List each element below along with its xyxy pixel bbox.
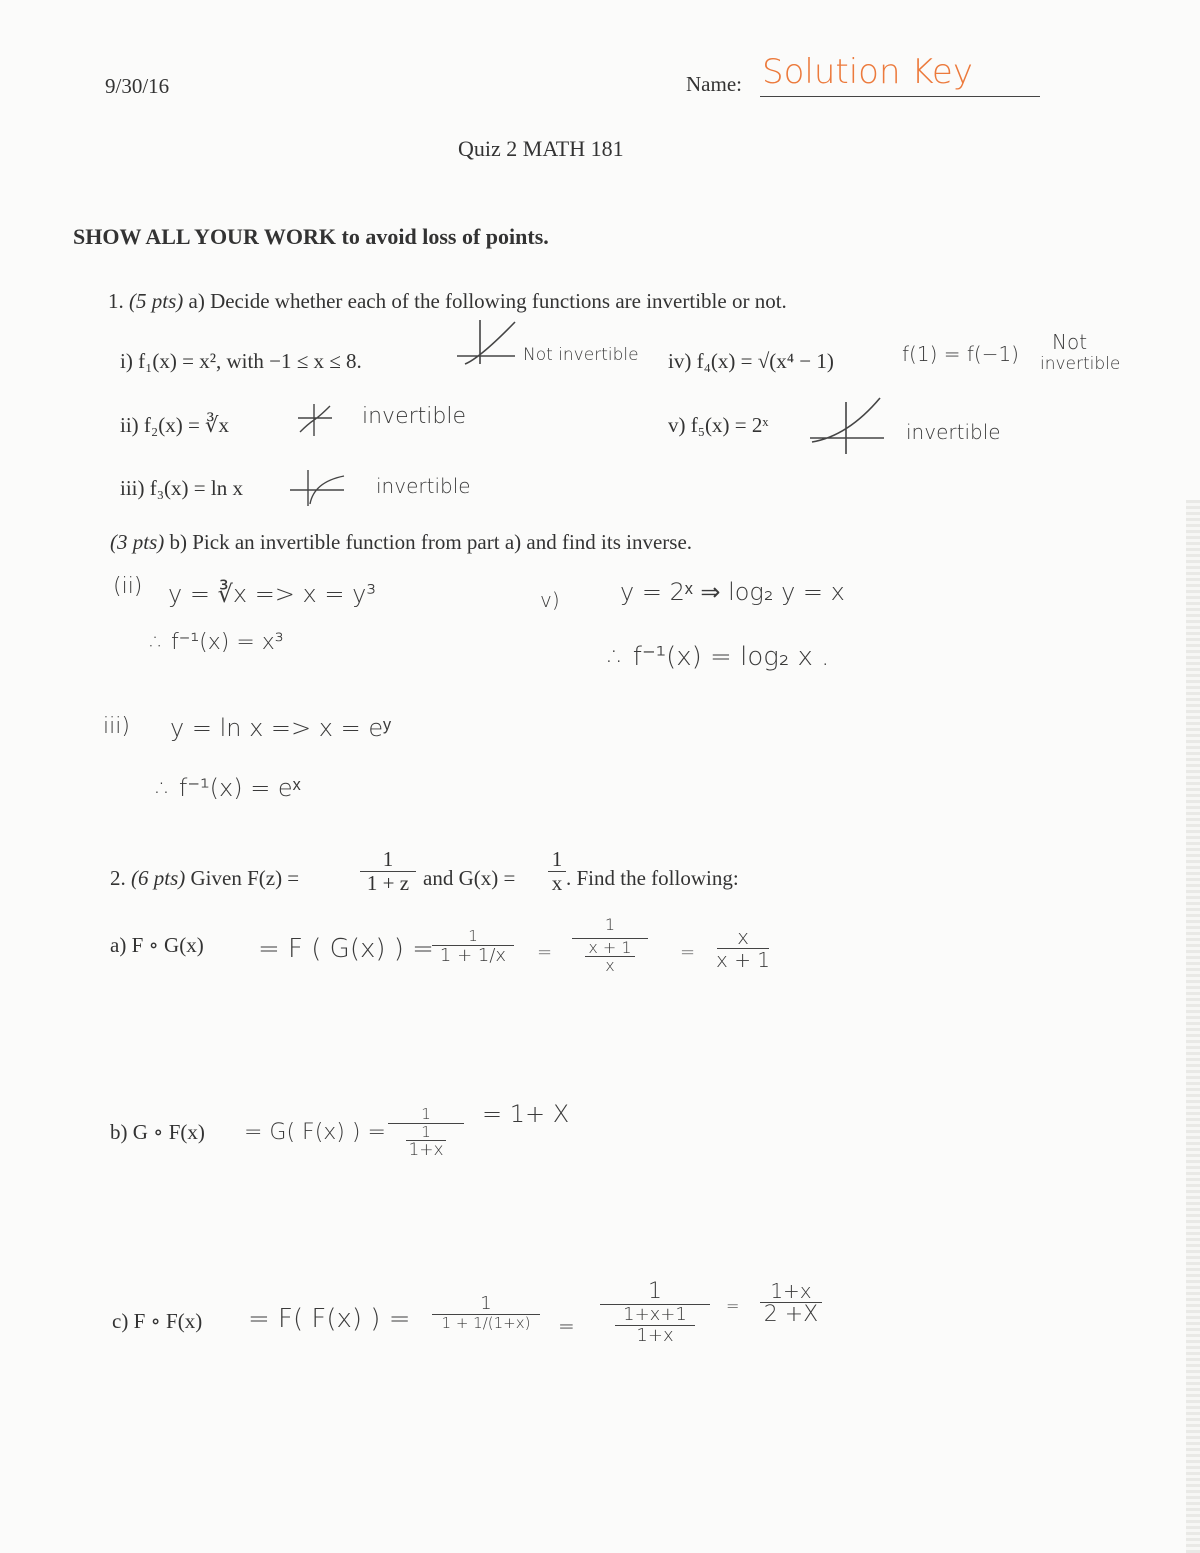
q1-i-answer: Not invertible [523,345,639,365]
q2a-f2-num: 1 [604,915,616,934]
work-iii-mark: iii) [103,714,130,739]
q1-points: (5 pts) [129,289,184,313]
q2a-frac2 [572,916,648,975]
q2-points: (6 pts) [131,866,186,890]
instruction: SHOW ALL YOUR WORK to avoid loss of points. [73,224,549,249]
q2a-frac3 [716,926,770,971]
work-ii-line1: y = ∛x => x = y³ [168,580,376,608]
q2a-step1: = F ( G(x) ) = [258,934,434,964]
q2b-label: b) G ∘ F(x) [110,1120,205,1144]
q2c-f2-inner-den: 1+x [636,1324,674,1346]
scan-edge [1186,500,1200,1553]
q2a-label: a) F ∘ G(x) [110,933,204,957]
q2c-eq: = [558,1314,575,1338]
q2-find: . Find the following: [566,866,739,890]
name-label: Name: [686,72,742,96]
q2b-result: = 1+ X [482,1100,570,1128]
q2c-f1-num: 1 [480,1293,492,1314]
q2-G-den: x [551,871,563,896]
q2a-frac1 [432,928,514,965]
name-value: Solution Key [762,52,973,92]
q2a-f2-inner-num: x + 1 [588,937,632,957]
work-v-mark: v) [540,588,560,612]
date: 9/30/16 [105,74,170,98]
q2a-eq: = [537,942,553,963]
q2-F-den: 1 + z [366,871,410,896]
q1-prompt [108,289,787,314]
q1-item-ii: ii) f₂(x) = ∛x [120,413,229,437]
q1b-prompt [110,530,692,555]
q1-iv-answer-a: Not [1052,330,1088,354]
q1-text: a) Decide whether each of the following functions are invertible or not. [188,289,787,313]
work-v-line1: y = 2ˣ ⇒ log₂ y = x [620,578,845,606]
graph-sketch-icon [288,468,348,508]
q1-iii-answer: invertible [376,474,471,498]
q2b-step1: = G( F(x) ) = [244,1120,386,1145]
q2c-frac1 [432,1294,540,1331]
q2c-eq2: = [726,1296,740,1315]
work-iii-line2: ∴ f⁻¹(x) = eˣ [156,774,301,802]
q2a-f3-den: x + 1 [716,948,771,972]
q2b-f1-num: 1 [421,1105,431,1123]
graph-sketch-icon [296,402,336,438]
q2c-f3-num: 1+x [770,1279,812,1303]
q2c-f3-den: 2 +X [763,1302,819,1327]
q1-iv-answer-b: invertible [1040,354,1121,374]
work-iii-line1: y = ln x => x = eʸ [170,714,391,742]
q2-G-definition [548,848,566,895]
q2c-f1-den: 1 + 1/(1+x) [441,1313,531,1332]
q2a-f3-num: x [737,925,749,949]
q2a-f1-num: 1 [468,927,478,945]
q1-v-answer: invertible [906,420,1001,444]
q2c-f2-num: 1 [648,1279,662,1304]
q2c-frac3 [760,1280,822,1327]
graph-sketch-icon [455,318,525,368]
q2-F-definition [360,848,416,895]
q1-number: 1. [108,289,124,313]
q2-F-num: 1 [382,847,394,871]
q2c-label: c) F ∘ F(x) [112,1309,203,1333]
q1-item-v: v) f₅(x) = 2ˣ [668,413,769,437]
graph-sketch-icon [808,396,888,456]
name-underline [760,96,1040,97]
q2b-f1-inner-num: 1 [421,1122,431,1141]
q2a-f2-inner-den: x [605,956,615,976]
work-ii-line2: ∴ f⁻¹(x) = x³ [150,630,284,655]
work-ii-mark: (ii) [113,574,143,599]
q1-iv-answer-eq: f(1) = f(−1) [902,342,1019,366]
q2b-frac1 [388,1106,464,1160]
q2-given: Given F(z) = [190,866,300,890]
q1b-points: (3 pts) [110,530,165,554]
q2-number: 2. [110,866,126,890]
q2c-step1: = F( F(x) ) = [248,1304,411,1334]
q1-item-i: i) f₁(x) = x², with −1 ≤ x ≤ 8. [120,349,362,373]
q1-item-iv: iv) f₄(x) = √(x⁴ − 1) [668,349,834,373]
q2-G-num: 1 [551,847,563,871]
q2-and: and G(x) = [423,866,516,890]
q2-prompt-start [110,866,299,891]
q2b-f1-inner-den: 1+x [408,1140,444,1160]
work-v-line2: ∴ f⁻¹(x) = log₂ x . [608,642,830,672]
q2a-eq2: = [680,942,696,963]
q2c-f2-inner-num: 1+x+1 [623,1304,687,1326]
q1-item-iii: iii) f₃(x) = ln x [120,476,243,500]
page-title: Quiz 2 MATH 181 [458,136,624,161]
q2c-frac2 [600,1280,710,1346]
q1-ii-answer: invertible [362,404,467,429]
q2a-f1-den: 1 + 1/x [439,944,507,966]
q1b-text: b) Pick an invertible function from part a) and find its inverse. [169,530,693,554]
